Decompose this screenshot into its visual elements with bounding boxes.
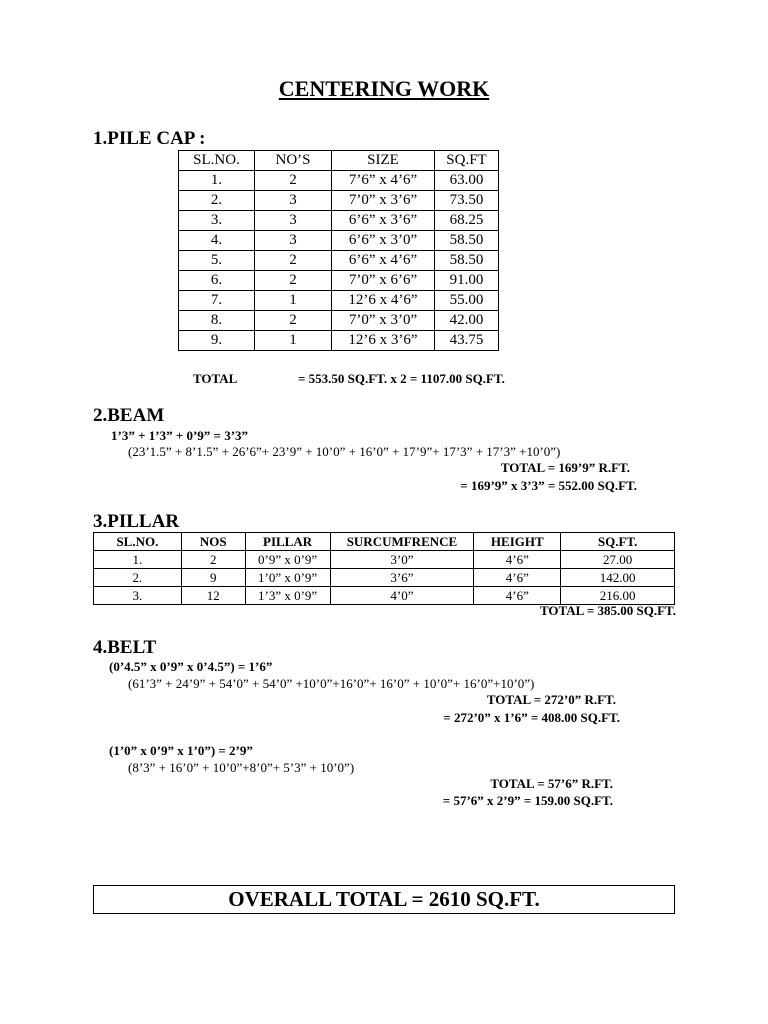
header-height: HEIGHT: [474, 533, 561, 551]
cell: 42.00: [435, 311, 499, 331]
cell: 2: [255, 271, 332, 291]
table-row: [179, 231, 499, 251]
cell: 9.: [179, 331, 255, 351]
cell: 2: [255, 251, 332, 271]
cell: 2.: [94, 569, 182, 587]
belt-total-sqft-2: = 57’6” x 2’9” = 159.00 SQ.FT.: [442, 793, 613, 808]
cell: 2: [255, 311, 332, 331]
cell: 7’0” x 3’6”: [332, 191, 435, 211]
cell: 2.: [179, 191, 255, 211]
beam-formula: 1’3” + 1’3” + 0’9” = 3’3”: [111, 428, 249, 443]
cell: 27.00: [561, 551, 675, 569]
cell: 4.: [179, 231, 255, 251]
overall-total-box: OVERALL TOTAL = 2610 SQ.FT.: [93, 885, 675, 914]
cell: 8.: [179, 311, 255, 331]
table-row: [179, 331, 499, 351]
table-header-row: [179, 151, 499, 171]
cell: 3: [255, 231, 332, 251]
cell: 7.: [179, 291, 255, 311]
belt-formula-2: (1’0” x 0’9” x 1’0”) = 2’9”: [109, 743, 253, 758]
cell: 12’6 x 4’6”: [332, 291, 435, 311]
pillar-total: TOTAL = 385.00 SQ.FT.: [540, 603, 676, 618]
cell: 3’0”: [330, 551, 474, 569]
page-title: CENTERING WORK: [278, 76, 490, 101]
cell: 63.00: [435, 171, 499, 191]
table-row: [179, 191, 499, 211]
cell: 6’6” x 3’0”: [332, 231, 435, 251]
cell: 3.: [179, 211, 255, 231]
header-sqft: SQ.FT: [435, 151, 499, 171]
belt-total-sqft-1: = 272’0” x 1’6” = 408.00 SQ.FT.: [443, 710, 620, 725]
table-header-row: [94, 533, 675, 551]
header-sl-no: SL.NO.: [179, 151, 255, 171]
cell: 1.: [94, 551, 182, 569]
cell: 4’6”: [474, 587, 561, 605]
table-row: [179, 251, 499, 271]
cell: 0’9” x 0’9”: [245, 551, 330, 569]
pile-cap-table: [178, 150, 499, 351]
header-nos: NO’S: [255, 151, 332, 171]
header-pillar: PILLAR: [245, 533, 330, 551]
cell: 5.: [179, 251, 255, 271]
table-row: [179, 171, 499, 191]
cell: 68.25: [435, 211, 499, 231]
header-sl-no: SL.NO.: [94, 533, 182, 551]
cell: 1: [255, 331, 332, 351]
belt-total-rft-2: TOTAL = 57’6” R.FT.: [490, 776, 613, 791]
table-row: [94, 587, 675, 605]
table-row: [179, 211, 499, 231]
cell: 55.00: [435, 291, 499, 311]
cell: 2: [255, 171, 332, 191]
cell: 3: [255, 191, 332, 211]
cell: 9: [181, 569, 245, 587]
table-row: [179, 291, 499, 311]
beam-lengths: (23’1.5” + 8’1.5” + 26’6”+ 23’9” + 10’0” + 16’0” + 17’9”+ 17’3” + 17’3” +10’0”): [128, 444, 561, 459]
table-row: [179, 311, 499, 331]
cell: 3: [255, 211, 332, 231]
pile-cap-heading: 1.PILE CAP :: [93, 128, 206, 149]
header-sqft: SQ.FT.: [561, 533, 675, 551]
cell: 43.75: [435, 331, 499, 351]
cell: 7’0” x 6’6”: [332, 271, 435, 291]
cell: 3.: [94, 587, 182, 605]
cell: 216.00: [561, 587, 675, 605]
cell: 1: [255, 291, 332, 311]
pillar-table: [93, 532, 675, 605]
pile-cap-total-label: TOTAL: [193, 371, 238, 386]
pile-cap-total-value: = 553.50 SQ.FT. x 2 = 1107.00 SQ.FT.: [298, 371, 505, 386]
belt-lengths-1: (61’3” + 24’9” + 54’0” + 54’0” +10’0”+16’0”+ 16’0” + 10’0”+ 16’0”+10’0”): [128, 676, 535, 691]
cell: 1’3” x 0’9”: [245, 587, 330, 605]
cell: 58.50: [435, 231, 499, 251]
cell: 3’6”: [330, 569, 474, 587]
header-nos: NOS: [181, 533, 245, 551]
cell: 1’0” x 0’9”: [245, 569, 330, 587]
cell: 6’6” x 3’6”: [332, 211, 435, 231]
header-size: SIZE: [332, 151, 435, 171]
pillar-heading: 3.PILLAR: [93, 511, 180, 532]
cell: 12’6 x 3’6”: [332, 331, 435, 351]
table-row: [94, 569, 675, 587]
cell: 4’6”: [474, 569, 561, 587]
table-row: [94, 551, 675, 569]
cell: 4’0”: [330, 587, 474, 605]
cell: 91.00: [435, 271, 499, 291]
belt-formula-1: (0’4.5” x 0’9” x 0’4.5”) = 1’6”: [109, 659, 273, 674]
cell: 12: [181, 587, 245, 605]
belt-lengths-2: (8’3” + 16’0” + 10’0”+8’0”+ 5’3” + 10’0”): [128, 760, 355, 775]
cell: 73.50: [435, 191, 499, 211]
header-surcumfrence: SURCUMFRENCE: [330, 533, 474, 551]
cell: 6’6” x 4’6”: [332, 251, 435, 271]
beam-total-rft: TOTAL = 169’9” R.FT.: [500, 460, 630, 475]
belt-total-rft-1: TOTAL = 272’0” R.FT.: [486, 692, 616, 707]
beam-total-sqft: = 169’9” x 3’3” = 552.00 SQ.FT.: [460, 478, 637, 493]
beam-heading: 2.BEAM: [93, 405, 165, 426]
cell: 7’0” x 3’0”: [332, 311, 435, 331]
cell: 4’6”: [474, 551, 561, 569]
table-row: [179, 271, 499, 291]
cell: 2: [181, 551, 245, 569]
cell: 6.: [179, 271, 255, 291]
belt-heading: 4.BELT: [93, 637, 157, 658]
cell: 7’6” x 4’6”: [332, 171, 435, 191]
cell: 142.00: [561, 569, 675, 587]
cell: 1.: [179, 171, 255, 191]
cell: 58.50: [435, 251, 499, 271]
